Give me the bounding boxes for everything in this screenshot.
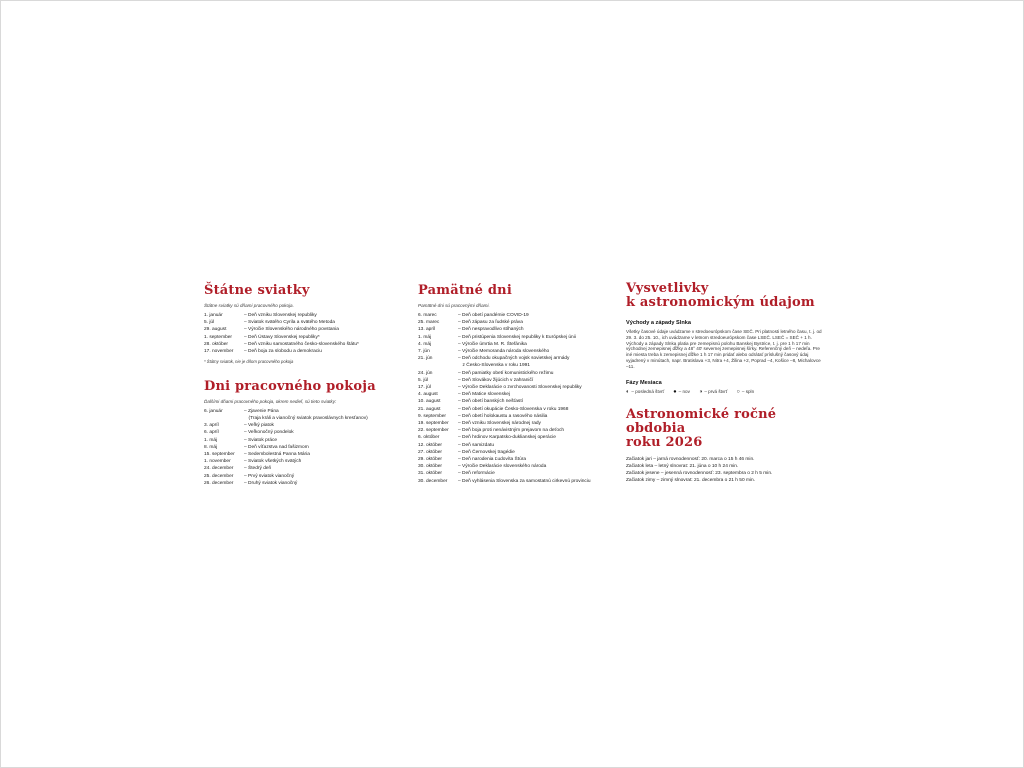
memorable-day-desc bbox=[458, 434, 618, 441]
memorable-day-desc-line1: – Deň vzniku Slovenskej národnej rady bbox=[458, 421, 541, 427]
memorable-day-date: 29. október bbox=[418, 457, 443, 463]
memorable-day-row bbox=[418, 326, 618, 333]
dni-pracovneho-pokoja-intro: Ďalšími dňami pracovného pokoja, okrem nedieľ, sú tieto sviatky: bbox=[204, 398, 337, 404]
holiday-row bbox=[204, 319, 379, 326]
moon-phase-label: – posledná štvrť bbox=[631, 388, 665, 394]
holiday-desc-line1: – Deň Ústavy Slovenskej republiky* bbox=[244, 334, 320, 340]
holiday-desc-line1: – Veľký piatok bbox=[244, 423, 274, 429]
season-line: Začiatok jesene – jesenná rovnodennosť: 23. septembra o 2 h 5 min. bbox=[626, 470, 773, 476]
memorable-day-row bbox=[418, 420, 618, 427]
memorable-day-desc bbox=[458, 348, 618, 355]
seasons-list bbox=[626, 456, 824, 484]
holiday-row bbox=[204, 465, 379, 472]
holiday-desc-line1: – Prvý sviatok vianočný bbox=[244, 473, 295, 479]
memorable-day-row bbox=[418, 312, 618, 319]
memorable-day-row bbox=[418, 434, 618, 441]
memorable-day-date: 30. október bbox=[418, 464, 443, 470]
holiday-row bbox=[204, 458, 379, 465]
memorable-day-date: 27. október bbox=[418, 449, 443, 455]
moon-phase-item bbox=[673, 389, 690, 395]
holiday-desc bbox=[244, 319, 379, 326]
memorable-day-date: 30. december bbox=[418, 478, 448, 484]
pamatne-dni-intro: Pamätné dni sú pracovnými dňami. bbox=[418, 303, 490, 308]
holiday-desc-line1: – Sviatok všetkých svätých bbox=[244, 459, 302, 465]
memorable-day-date: 12. október bbox=[418, 442, 443, 448]
holiday-desc-line1: – Deň boja za slobodu a demokraciu bbox=[244, 349, 322, 355]
memorable-day-row bbox=[418, 470, 618, 477]
memorable-day-desc-line1: – Deň pamiatky obetí komunistického režimu bbox=[458, 370, 554, 376]
memorable-day-desc-line1: – Deň hrdinov Karpatsko-duklianskej operácie bbox=[458, 435, 556, 441]
moon-phases-heading: Fázy Mesiaca bbox=[626, 379, 662, 386]
memorable-day-desc bbox=[458, 326, 618, 333]
holiday-desc bbox=[244, 480, 379, 487]
seasons-title-line1: Astronomické ročné obdobia bbox=[626, 406, 777, 436]
holiday-desc bbox=[244, 408, 379, 422]
memorable-day-desc bbox=[458, 391, 618, 398]
holiday-date: 1. máj bbox=[204, 437, 218, 443]
memorable-day-row bbox=[418, 406, 618, 413]
memorable-day-desc bbox=[458, 478, 618, 485]
moon-phase-icon: ◑ bbox=[698, 388, 703, 395]
holiday-desc bbox=[244, 444, 379, 451]
column-memorable-days bbox=[418, 284, 618, 485]
memorable-day-desc bbox=[458, 456, 618, 463]
holiday-desc bbox=[244, 465, 379, 472]
section-title-pamatne-dni: Pamätné dni bbox=[418, 283, 512, 298]
holiday-desc-line1: – Veľkonočný pondelok bbox=[244, 430, 294, 436]
moon-phase-icon: ● bbox=[673, 388, 677, 395]
memorable-day-row bbox=[418, 413, 618, 420]
memorable-day-date: 6. október bbox=[418, 435, 440, 441]
memorable-day-row bbox=[418, 319, 618, 326]
memorable-day-desc-line1: – Deň vyhlásenia Slovenska za samostatnú cirkevnú provinciu bbox=[458, 478, 591, 484]
memorable-day-desc-line1: – Deň pristúpenia Slovenskej republiky k Európskej únii bbox=[458, 334, 576, 340]
memorable-day-desc-line1: – Výročie Deklarácie slovenského národa bbox=[458, 464, 547, 470]
memorable-day-row bbox=[418, 427, 618, 434]
holiday-desc bbox=[244, 429, 379, 436]
memorable-day-desc-line1: – Deň zápasu za ľudské práva bbox=[458, 320, 523, 326]
memorable-day-row bbox=[418, 456, 618, 463]
memorable-day-date: 1. máj bbox=[418, 334, 432, 340]
memorable-day-desc-line1: – Deň obetí pandémie COVID-19 bbox=[458, 313, 529, 318]
holiday-row bbox=[204, 312, 379, 319]
memorable-day-date: 22. september bbox=[418, 428, 449, 434]
holiday-desc-line1: – Deň vzniku Slovenskej republiky bbox=[244, 313, 317, 318]
memorable-day-desc bbox=[458, 427, 618, 434]
memorable-day-desc-line2: z Česko-Slovenska v roku 1991 bbox=[462, 363, 530, 369]
holiday-desc-line1: – Deň vzniku samostatného česko-slovenského štátu* bbox=[244, 341, 359, 347]
holiday-date: 3. apríl bbox=[204, 423, 219, 429]
holiday-desc bbox=[244, 451, 379, 458]
memorable-day-date: 5. júl bbox=[418, 377, 429, 383]
memorable-day-desc bbox=[458, 413, 618, 420]
memorable-day-row bbox=[418, 463, 618, 470]
memorable-day-date: 21. jún bbox=[418, 356, 433, 362]
holiday-desc bbox=[244, 473, 379, 480]
memorable-day-date: 21. august bbox=[418, 406, 441, 412]
rest-days-list bbox=[204, 408, 379, 487]
memorable-day-row bbox=[418, 348, 618, 355]
sunrise-sunset-paragraph-2: Východy a západy Slnka platia pre zemepisnú polohu Banskej Bystrice, t. j. pre 1 h 17 min východnej zemepisnej dĺžky a 48° 40' severnej zemepisnej šírky. Referenčný deň – nedeľa. Pre iné miesta treba k zemepisnej dĺžke 1 h 17 min pridať alebo odrátať príslušný časový údaj vyjadrený v minútach, napr. Bratislava +3, Nitra +4, Žilina +2, Poprad –4, Košice –8, Michalovce –11. bbox=[626, 340, 821, 369]
moon-phase-icon: ◐ bbox=[626, 388, 630, 395]
holiday-desc-line1: – Štedrý deň bbox=[244, 466, 272, 472]
memorable-days-list bbox=[418, 312, 618, 485]
holiday-desc-line1: – Výročie Slovenského národného povstania bbox=[244, 327, 339, 333]
memorable-day-desc-line1: – Deň odchodu okupačných vojsk sovietskej armády bbox=[458, 356, 570, 362]
memorable-day-desc bbox=[458, 420, 618, 427]
holiday-date: 15. september bbox=[204, 451, 235, 457]
season-line: Začiatok zimy – zimný slnovrat: 21. decembra o 21 h 50 min. bbox=[626, 477, 756, 483]
section-title-dni-pracovneho-pokoja: Dni pracovného pokoja bbox=[204, 378, 376, 394]
column-state-holidays bbox=[204, 284, 379, 487]
memorable-day-desc-line1: – Deň Slovákov žijúcich v zahraničí bbox=[458, 377, 534, 383]
holiday-date: 5. júl bbox=[204, 320, 215, 326]
holiday-desc bbox=[244, 326, 379, 333]
memorable-day-desc-line1: – Deň narodenia Ľudovíta Štúra bbox=[458, 457, 527, 463]
memorable-day-desc bbox=[458, 398, 618, 405]
moon-phase-item bbox=[699, 389, 728, 395]
section-title-statne-sviatky: Štátne sviatky bbox=[204, 283, 310, 298]
moon-phase-label: – spln bbox=[741, 388, 755, 394]
holiday-row bbox=[204, 348, 379, 355]
holiday-date: 24. december bbox=[204, 466, 234, 472]
holiday-row bbox=[204, 473, 379, 480]
holiday-desc-line1: – Deň víťazstva nad fašizmom bbox=[244, 444, 309, 450]
statne-sviatky-intro: Štátne sviatky sú dňami pracovného pokoja. bbox=[204, 303, 294, 308]
memorable-day-date: 10. august bbox=[418, 399, 441, 405]
holiday-desc-line1: – Sviatok práce bbox=[244, 437, 278, 443]
moon-phase-label: – prvá štvrť bbox=[704, 388, 728, 394]
holiday-date: 25. december bbox=[204, 473, 234, 479]
memorable-day-desc-line1: – Deň samizdatu bbox=[458, 442, 494, 448]
memorable-day-date: 13. apríl bbox=[418, 327, 436, 333]
holiday-date: 29. august bbox=[204, 327, 227, 333]
memorable-day-desc bbox=[458, 312, 618, 319]
memorable-day-desc-line1: – Deň Matice slovenskej bbox=[458, 392, 510, 398]
sunrise-sunset-paragraph-1: Všetky časové údaje uvádzame v stredoeurópskom čase SEČ. Pri platnosti letného času, t. j. od 29. 3. do 25. 10., ich uvádzame v letnom stredoeurópskom čase LSEČ. LSEČ = SEČ + 1 h. bbox=[626, 329, 822, 340]
memorable-day-desc bbox=[458, 319, 618, 326]
holiday-date: 28. október bbox=[204, 341, 229, 347]
holiday-date: 6. január bbox=[204, 408, 223, 414]
moon-phase-item bbox=[626, 389, 664, 395]
state-holidays-footnote: * Štátny sviatok, nie je dňom pracovného pokoja bbox=[204, 359, 294, 365]
memorable-day-desc bbox=[458, 406, 618, 413]
memorable-day-desc bbox=[458, 463, 618, 470]
memorable-day-date: 7. jún bbox=[418, 349, 430, 355]
memorable-day-row bbox=[418, 398, 618, 405]
state-holidays-list bbox=[204, 312, 379, 355]
seasons-title-line2: roku 2026 bbox=[626, 434, 703, 450]
memorable-day-date: 25. marec bbox=[418, 320, 440, 326]
memorable-day-row bbox=[418, 449, 618, 456]
holiday-row bbox=[204, 326, 379, 333]
memorable-day-row bbox=[418, 355, 618, 369]
holiday-date: 6. apríl bbox=[204, 430, 219, 436]
holiday-desc-line1: – Zjavenie Pána bbox=[244, 408, 279, 414]
holiday-date: 1. november bbox=[204, 459, 231, 465]
holiday-desc bbox=[244, 312, 379, 319]
holiday-date: 26. december bbox=[204, 480, 234, 486]
memorable-day-row bbox=[418, 334, 618, 341]
holiday-date: 1. september bbox=[204, 334, 232, 340]
memorable-day-date: 4. august bbox=[418, 392, 438, 398]
memorable-day-desc-line1: – Deň boja proti nenávistným prejavom na deťoch bbox=[458, 428, 565, 434]
memorable-day-desc-line1: – Deň obetí holokaustu a rasového násilia bbox=[458, 413, 548, 419]
holiday-row bbox=[204, 480, 379, 487]
holiday-desc bbox=[244, 348, 379, 355]
memorable-day-date: 6. marec bbox=[418, 313, 437, 318]
holiday-date: 1. január bbox=[204, 313, 223, 318]
memorable-day-date: 4. máj bbox=[418, 341, 432, 347]
memorable-day-desc-line1: – Výročie Deklarácie o zvrchovanosti Slovenskej republiky bbox=[458, 385, 582, 391]
holiday-desc bbox=[244, 341, 379, 348]
memorable-day-desc-line1: – Deň reformácie bbox=[458, 471, 495, 477]
holiday-desc-line1: – Druhý sviatok vianočný bbox=[244, 480, 298, 486]
memorable-day-desc bbox=[458, 384, 618, 391]
holiday-row bbox=[204, 422, 379, 429]
memorable-day-date: 31. október bbox=[418, 471, 443, 477]
section-title-vysvetlivky bbox=[626, 282, 824, 310]
holiday-desc-line1: – Sviatok svätého Cyrila a svätého Metoda bbox=[244, 320, 335, 326]
moon-phase-icon: ○ bbox=[736, 388, 740, 395]
season-line: Začiatok leta – letný slnovrat: 21. júna o 10 h 24 min. bbox=[626, 463, 739, 469]
memorable-day-desc-line1: – Deň obetí banských nešťastí bbox=[458, 399, 523, 405]
column-astronomical-notes bbox=[626, 282, 824, 484]
holiday-desc-line1: – Sedembolestná Panna Mária bbox=[244, 451, 310, 457]
memorable-day-desc bbox=[458, 370, 618, 377]
memorable-day-desc bbox=[458, 334, 618, 341]
moon-phase-label: – nov bbox=[678, 388, 690, 394]
moon-phases-legend bbox=[626, 389, 824, 395]
memorable-day-date: 24. jún bbox=[418, 370, 433, 376]
memorable-day-desc-line1: – Výročie úmrtia M. R. Štefánika bbox=[458, 341, 527, 347]
memorable-day-date: 17. júl bbox=[418, 385, 431, 391]
holiday-desc bbox=[244, 422, 379, 429]
holiday-desc bbox=[244, 458, 379, 465]
holiday-row bbox=[204, 437, 379, 444]
holiday-row bbox=[204, 341, 379, 348]
holiday-date: 17. november bbox=[204, 349, 234, 355]
memorable-day-row bbox=[418, 478, 618, 485]
sunrise-sunset-heading: Východy a západy Slnka bbox=[626, 320, 691, 326]
memorable-day-row bbox=[418, 391, 618, 398]
memorable-day-desc-line1: – Výročie Memoranda národa slovenského bbox=[458, 349, 550, 355]
memorable-day-desc-line1: – Deň nespravodlivo stíhaných bbox=[458, 327, 524, 333]
holiday-desc bbox=[244, 334, 379, 341]
memorable-day-desc bbox=[458, 442, 618, 449]
memorable-day-desc-line1: – Deň Černovskej tragédie bbox=[458, 449, 515, 455]
holiday-row bbox=[204, 444, 379, 451]
memorable-day-row bbox=[418, 384, 618, 391]
memorable-day-row bbox=[418, 377, 618, 384]
memorable-day-date: 9. september bbox=[418, 413, 446, 419]
memorable-day-date: 19. september bbox=[418, 421, 449, 427]
memorable-day-desc bbox=[458, 377, 618, 384]
memorable-day-desc bbox=[458, 341, 618, 348]
memorable-day-desc bbox=[458, 449, 618, 456]
vysvetlivky-title-line2: k astronomickým údajom bbox=[626, 295, 815, 310]
moon-phase-item bbox=[736, 389, 754, 395]
holiday-row bbox=[204, 334, 379, 341]
holiday-date: 8. máj bbox=[204, 444, 218, 450]
memorable-day-desc-line1: – Deň obetí okupácie Česko-Slovenska v roku 1968 bbox=[458, 406, 569, 412]
section-title-astronomicke-obdobia bbox=[626, 408, 824, 450]
holiday-desc bbox=[244, 437, 379, 444]
memorable-day-row bbox=[418, 370, 618, 377]
holiday-row bbox=[204, 408, 379, 422]
holiday-row bbox=[204, 451, 379, 458]
season-line: Začiatok jari – jarná rovnodennosť: 20. marca o 15 h 46 min. bbox=[626, 456, 755, 462]
memorable-day-row bbox=[418, 341, 618, 348]
vysvetlivky-title-line1: Vysvetlivky bbox=[626, 281, 709, 296]
holiday-desc-line2: (Traja králi a vianočný sviatok pravoslávnych kresťanov) bbox=[248, 415, 368, 421]
memorable-day-desc bbox=[458, 355, 618, 369]
holiday-row bbox=[204, 429, 379, 436]
memorable-day-desc bbox=[458, 470, 618, 477]
memorable-day-row bbox=[418, 442, 618, 449]
